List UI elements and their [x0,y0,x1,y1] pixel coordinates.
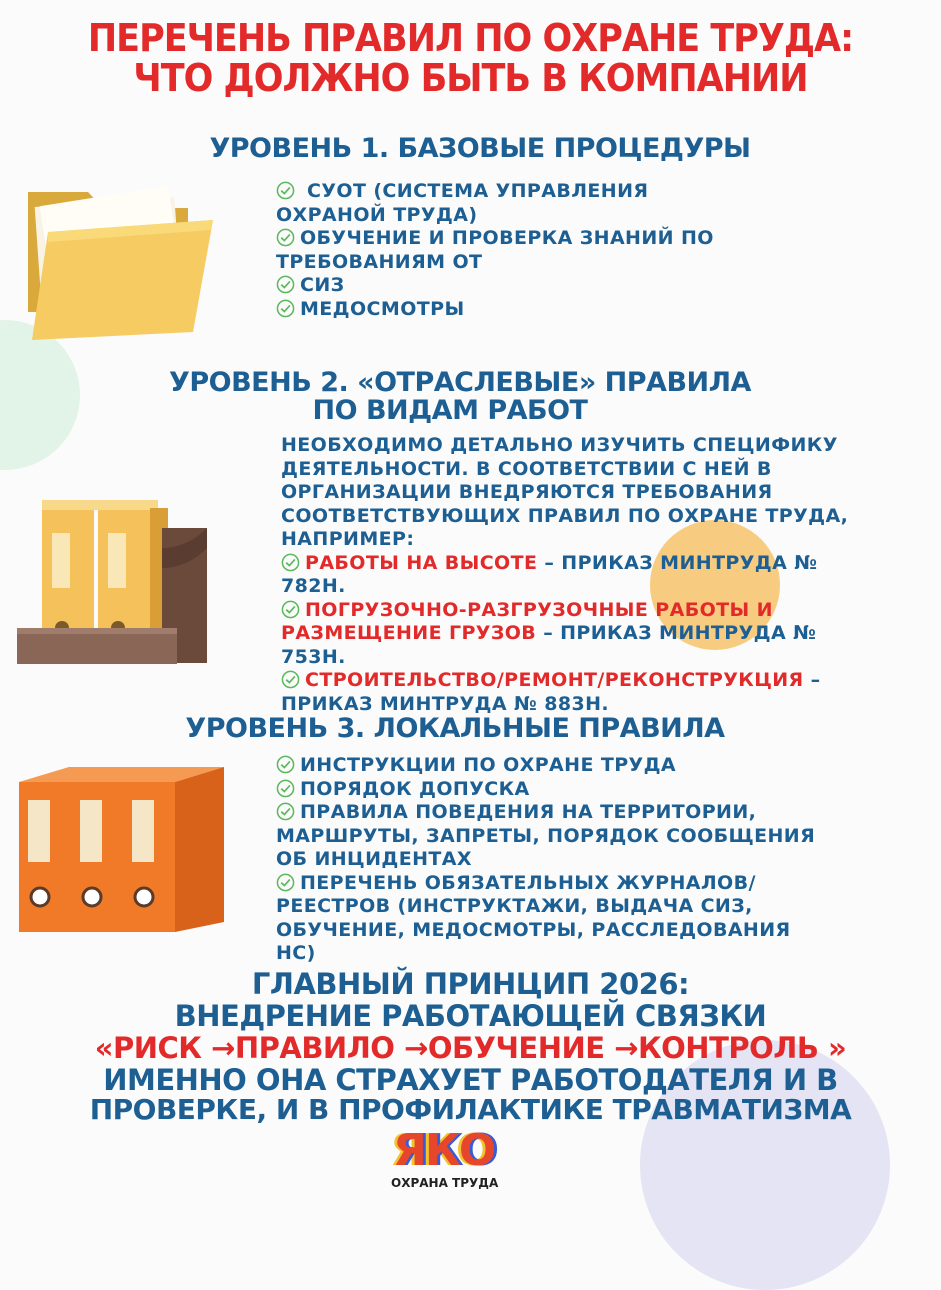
list-item: РАБОТЫ НА ВЫСОТЕ – ПРИКАЗ МИНТРУДА № 782Н. [281,551,818,597]
check-circle-icon [276,228,295,247]
decor-green-circle [0,320,80,470]
page-title-line2: ЧТО ДОЛЖНО БЫТЬ В КОМПАНИИ [133,57,808,101]
intro-line: СООТВЕТСТВУЮЩИХ ПРАВИЛ ПО ОХРАНЕ ТРУДА, [281,504,849,527]
orange-binders-icon [14,762,224,942]
level1-heading: УРОВЕНЬ 1. БАЗОВЫЕ ПРОЦЕДУРЫ [209,133,751,164]
check-circle-icon [276,779,295,798]
level3-list [276,754,815,966]
list-item: СИЗ [276,274,714,298]
check-circle-icon [276,181,295,200]
intro-line: НЕОБХОДИМО ДЕТАЛЬНО ИЗУЧИТЬ СПЕЦИФИКУ [281,434,838,456]
level2-heading-line2: ПО ВИДАМ РАБОТ [312,395,588,426]
level1-list [276,180,714,321]
level2-body [281,434,848,716]
binders-holder-icon [12,488,222,668]
intro-line: ДЕЯТЕЛЬНОСТИ. В СООТВЕТСТВИИ С НЕЙ В [281,457,772,480]
check-circle-icon [276,299,295,318]
check-circle-icon [281,600,300,619]
level3-heading: УРОВЕНЬ 3. ЛОКАЛЬНЫЕ ПРАВИЛА [185,713,725,744]
check-circle-icon [276,275,295,294]
list-item: СТРОИТЕЛЬСТВО/РЕМОНТ/РЕКОНСТРУКЦИЯ – ПРИКАЗ МИНТРУДА № 883Н. [281,669,821,715]
list-item: ОБУЧЕНИЕ И ПРОВЕРКА ЗНАНИЙ ПО ТРЕБОВАНИЯМ ОТ [276,227,714,273]
footer-line4: ИМЕННО ОНА СТРАХУЕТ РАБОТОДАТЕЛЯ И В [103,1063,838,1097]
list-item: ПЕРЕЧЕНЬ ОБЯЗАТЕЛЬНЫХ ЖУРНАЛОВ/ РЕЕСТРОВ (ИНСТРУКТАЖИ, ВЫДАЧА СИЗ, ОБУЧЕНИЕ, МЕДОСМОТРЫ, РАССЛЕДОВАНИЯ НС) [276,871,791,964]
footer-line5: ПРОВЕРКЕ, И В ПРОФИЛАКТИКЕ ТРАВМАТИЗМА [89,1093,852,1126]
footer-line2: ВНЕДРЕНИЕ РАБОТАЮЩЕЙ СВЯЗКИ [174,999,767,1033]
check-circle-icon [276,755,295,774]
intro-line: НАПРИМЕР: [281,528,415,550]
folder-icon [18,172,218,342]
list-item: МЕДОСМОТРЫ [276,298,714,322]
level2-heading-line1: УРОВЕНЬ 2. «ОТРАСЛЕВЫЕ» ПРАВИЛА [169,367,751,398]
footer-principle: ГЛАВНЫЙ ПРИНЦИП 2026: [251,967,690,1001]
list-item: ПОРЯДОК ДОПУСКА [276,778,815,802]
list-item: ПОГРУЗОЧНО-РАЗГРУЗОЧНЫЕ РАБОТЫ И РАЗМЕЩЕНИЕ ГРУЗОВ – ПРИКАЗ МИНТРУДА № 753Н. [281,598,817,668]
logo-caption: ОХРАНА ТРУДА [391,1176,499,1190]
list-item: СУОТ (СИСТЕМА УПРАВЛЕНИЯ ОХРАНОЙ ТРУДА) [276,180,649,226]
check-circle-icon [281,553,300,572]
check-circle-icon [276,873,295,892]
list-item: ПРАВИЛА ПОВЕДЕНИЯ НА ТЕРРИТОРИИ, МАРШРУТЫ, ЗАПРЕТЫ, ПОРЯДОК СООБЩЕНИЯ ОБ ИНЦИДЕНТАХ [276,801,816,870]
logo [385,1126,535,1196]
logo-mark: ЯКО [393,1125,495,1176]
intro-line: ОРГАНИЗАЦИИ ВНЕДРЯЮТСЯ ТРЕБОВАНИЯ [281,481,773,503]
check-circle-icon [281,670,300,689]
check-circle-icon [276,802,295,821]
page-title-line1: ПЕРЕЧЕНЬ ПРАВИЛ ПО ОХРАНЕ ТРУДА: [87,17,854,61]
footer-chain: «РИСК →ПРАВИЛО →ОБУЧЕНИЕ →КОНТРОЛЬ » [94,1031,847,1065]
list-item: ИНСТРУКЦИИ ПО ОХРАНЕ ТРУДА [276,754,815,778]
